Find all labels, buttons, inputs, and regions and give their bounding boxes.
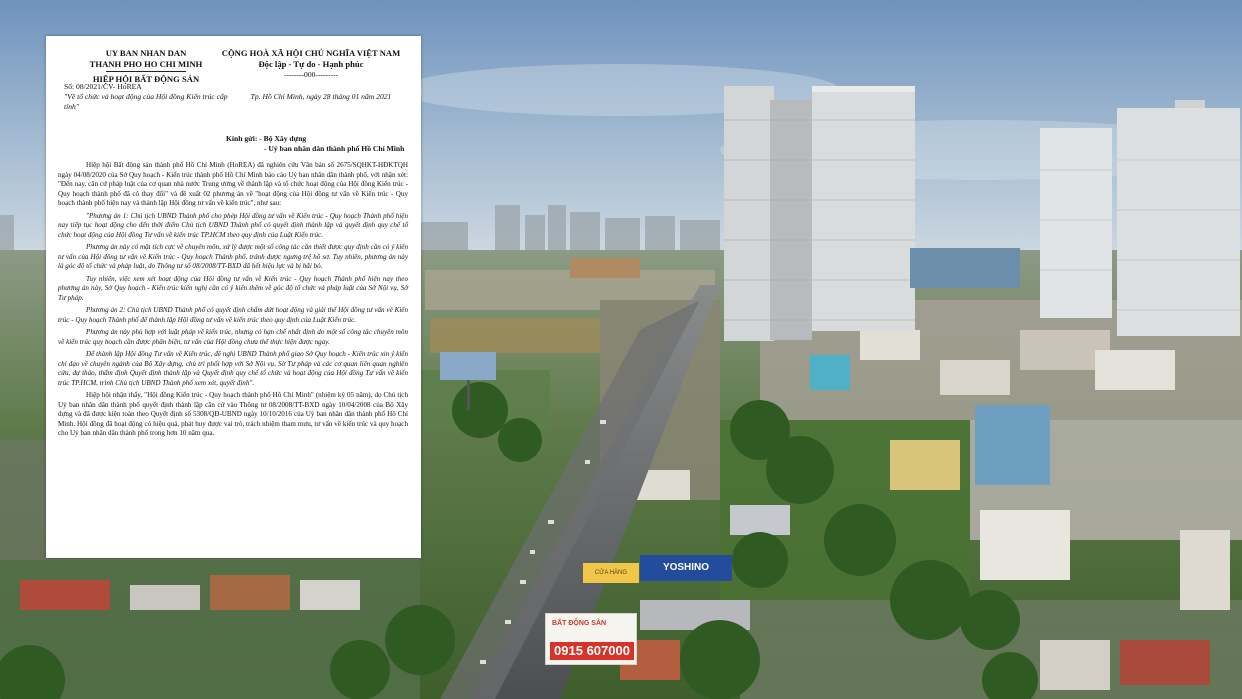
billboard-logo: BẤT ĐỘNG SẢN [552, 620, 607, 627]
body-paragraph-8: Hiệp hội nhận thấy, "Hội đồng Kiến trúc - Quy hoạch thành phố Hồ Chí Minh" (nhiệm kỳ 05 năm), do Chủ tịch Uỷ ban nhân dân thành phố quyết định thành lập căn cứ vào Thông tư 08/2008/TT-BXD ngày 10/04/2008 của Bộ Xây dựng và đã được kiện toàn theo Quyết định số 5308/QĐ-UBND ngày 10/10/2016 của Uỷ ban nhân dân thành phố Hồ Chí Minh. Hội đồng đã hoạt động có hiệu quả, phát huy được vai trò, trách nhiệm tham mưu, tư vấn về kiến trúc và quy hoạch cho Uỷ ban nhân dân thành phố trong hơn 10 năm qua. [58, 391, 408, 437]
recipient-2: - Uỷ ban nhân dân thành phố Hồ Chí Minh [264, 144, 405, 153]
motto-divider: --------000--------- [283, 70, 339, 79]
shop-sign-yellow: CỬA HÀNG [583, 563, 639, 583]
letter-reference [56, 82, 236, 112]
letter-subject: "Về tổ chức và hoạt động của Hội đồng Kiến trúc cấp tỉnh" [64, 92, 228, 111]
header-divider [106, 71, 186, 72]
issuer-line-1: UY BAN NHAN DAN [105, 48, 187, 58]
letter-body [58, 161, 408, 442]
issuer-line-2: THANH PHO HO CHI MINH [89, 59, 203, 69]
body-paragraph-3: Phương án này có mặt tích cực về chuyên môn, xử lý được một số công tác cần thiết được quy định cần có ý kiến tư vấn của Hội đồng tư vấn về Kiến trúc - Quy hoạch Thành phố, tránh được ngưng trệ hồ sơ. Tuy nhiên, phương án này là góc độ tổ chức và pháp luật, do Thông tư số 08/2008/TT-BXD đã hết hiệu lực và bị bãi bỏ. [58, 243, 408, 270]
roadside-billboard [545, 613, 637, 665]
shop-sign-blue: YOSHINO [640, 555, 732, 581]
national-title: CỘNG HOÀ XÃ HỘI CHỦ NGHĨA VIỆT NAM [221, 48, 401, 58]
letter-right-header [211, 48, 411, 80]
billboard-phone-number: 0915 607000 [550, 642, 634, 660]
letter-number: Số: 08/2021/CV- HoREA [64, 82, 142, 91]
letter-recipients [226, 134, 416, 154]
official-letter [46, 36, 421, 558]
letter-date: Tp. Hồ Chí Minh, ngày 28 tháng 01 năm 2021 [250, 92, 392, 101]
body-paragraph-5: Phương án 2: Chủ tịch UBND Thành phố có quyết định chấm dứt hoạt động và giải thể Hội đồng tư vấn về Kiến trúc - Quy hoạch Thành phố để thành lập Hội đồng tư vấn về kiến trúc theo quy định của Luật Kiến trúc. [58, 306, 408, 324]
body-paragraph-6: Phương án này phù hợp với luật pháp về kiến trúc, nhưng có hạn chế nhất định do một số công tác chuyên môn về kiến trúc quy hoạch cần được phân biện, tư vấn của Hội đồng chưa thể thực hiện được ngay. [58, 328, 408, 346]
issuer-association: HIỆP HỘI BẤT ĐỘNG SẢN [92, 74, 200, 84]
letter-left-header [56, 48, 236, 85]
body-paragraph-4: Tuy nhiên, việc xem xét hoạt động của Hội đồng tư vấn về Kiến trúc - Quy hoạch Thành phố hiện nay theo phương án này, Sở Quy hoạch - Kiến trúc kiến nghị cần có ý kiến thêm về góc độ tổ chức và pháp luật của Sở Nội vụ, Sở Tư pháp. [58, 274, 408, 302]
recipient-1: Kính gửi: - Bộ Xây dựng [226, 134, 307, 143]
body-paragraph-7: Để thành lập Hội đồng Tư vấn về Kiến trúc, đề nghị UBND Thành phố giao Sở Quy hoạch - Kiến trúc xin ý kiến chỉ đạo về chuyên ngành của Bộ Xây dựng, chủ trì phối hợp với Sở Nội vụ, Sở Tư pháp và các cơ quan liên quan nghiên cứu, dự thảo, thẩm định Quyết định thành lập và Quyết định quy chế tổ chức và hoạt động của Hội đồng Tư vấn về kiến trúc TP.HCM, trình Chủ tịch UBND Thành phố xem xét, quyết định". [58, 350, 408, 387]
body-paragraph-1: Hiệp hội Bất động sản thành phố Hồ Chí Minh (HoREA) đã nghiên cứu Văn bản số 2675/SQHKT-HĐKTQH ngày 04/08/2020 của Sở Quy hoạch - Kiến trúc thành phố Hồ Chí Minh báo cáo Uỷ ban nhân dân thành phố, với nhận xét: "Đến nay, căn cứ pháp luật của cơ quan nhà nước Trung ương về thành lập và tổ chức hoạt động của Hội đồng Kiến trúc - Quy hoạch thành phố đã có thay đổi" và đề xuất 02 phương án về "hoạt động của Hội đồng tư vấn về Kiến trúc - Quy hoạch thành phố hiện nay và thành lập Hội đồng tư vấn về kiến trúc", như sau: [58, 161, 408, 207]
body-paragraph-2: "Phương án 1: Chủ tịch UBND Thành phố cho phép Hội đồng tư vấn về Kiến trúc - Quy hoạch Thành phố hiện nay tiếp tục hoạt động cho đến thời điểm Chủ tịch UBND Thành phố có quyết định thành lập và quyết định quy chế tổ chức hoạt động của Hội đồng Tư vấn về kiến trúc TP.HCM theo quy định của Luật Kiến trúc. [58, 211, 408, 239]
national-motto: Độc lập - Tự do - Hạnh phúc [258, 59, 364, 69]
